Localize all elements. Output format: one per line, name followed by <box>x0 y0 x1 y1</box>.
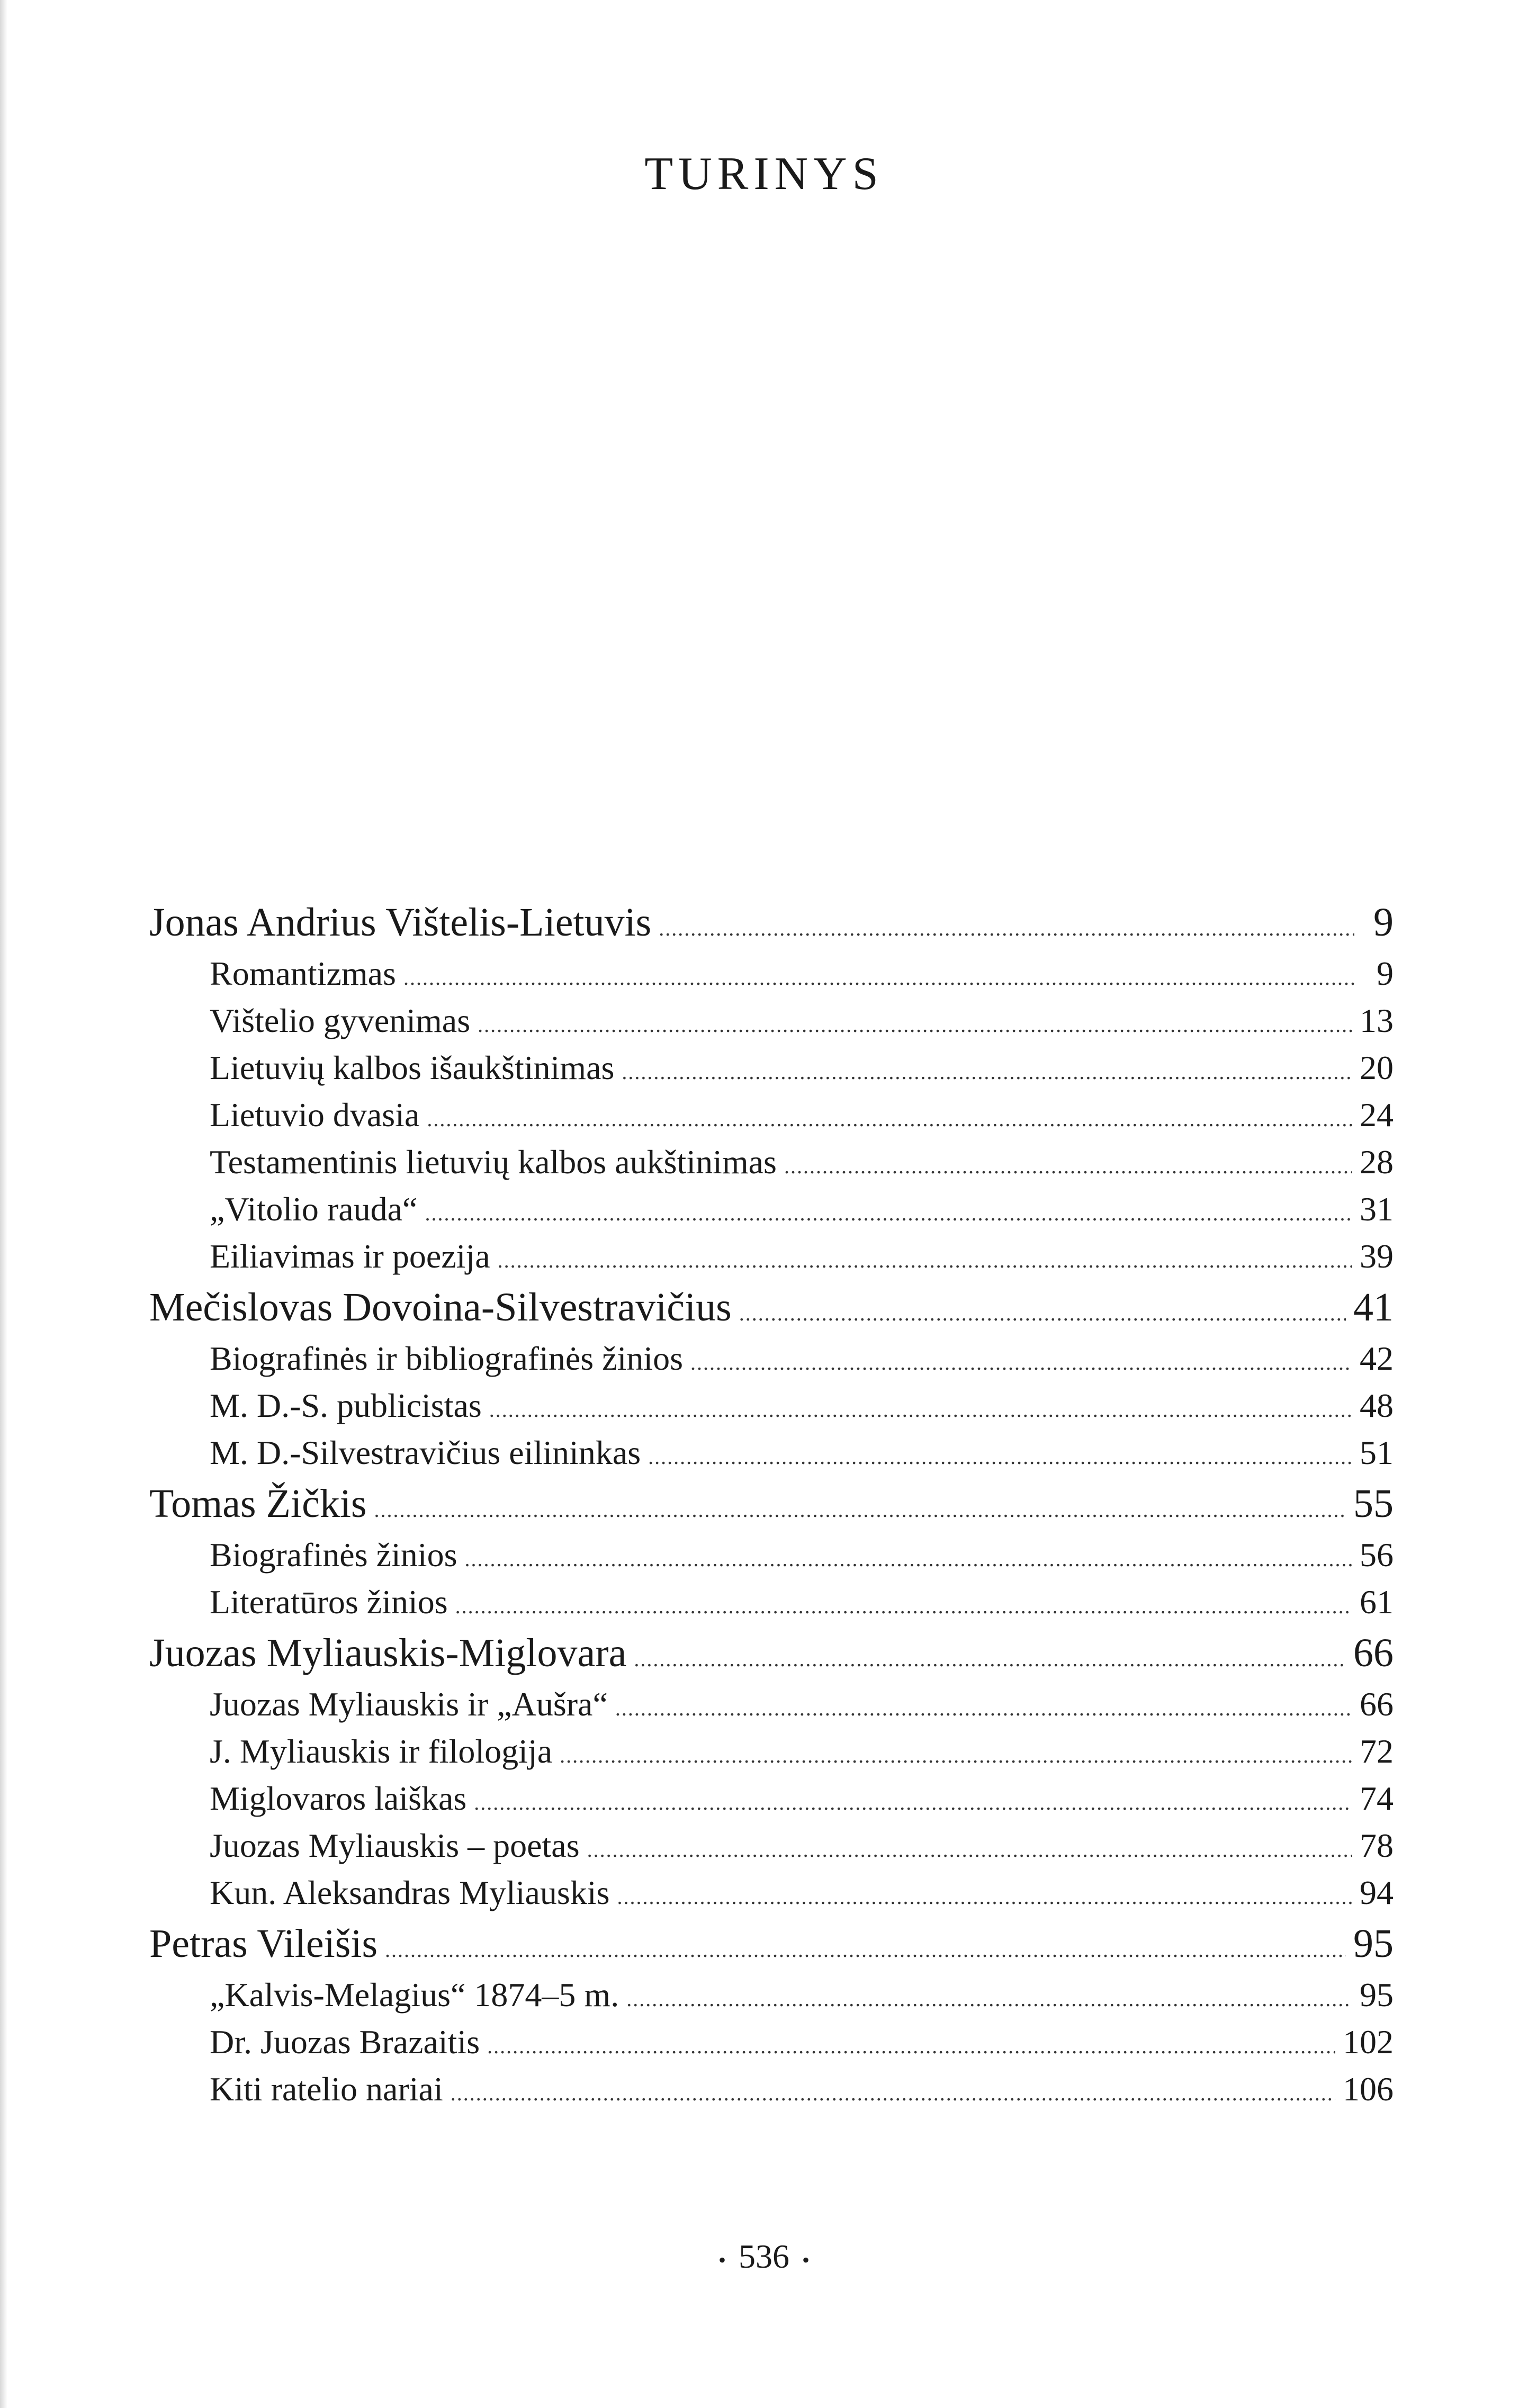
toc-entry-title: Petras Vileišis <box>149 1921 378 1966</box>
toc-section-entry <box>149 2018 1394 2065</box>
footer-bullet-left: • <box>718 2248 726 2272</box>
dot-leader <box>784 1143 1352 1190</box>
page-number: 536 <box>739 2238 789 2275</box>
toc-section-entry <box>149 1775 1394 1822</box>
toc-entry-page: 61 <box>1360 1583 1394 1621</box>
toc-entry-title: Literatūros žinios <box>210 1583 448 1621</box>
toc-entry-title: Testamentinis lietuvių kalbos aukštinimas <box>210 1143 777 1181</box>
toc-chapter-entry <box>149 1476 1394 1531</box>
toc-entry-page: 95 <box>1360 1976 1394 2014</box>
dot-leader <box>385 1922 1346 1978</box>
dot-leader <box>427 1095 1352 1143</box>
toc-chapter-entry <box>149 1916 1394 1971</box>
toc-section-entry <box>149 1822 1394 1869</box>
toc-entry-page: 74 <box>1360 1780 1394 1817</box>
toc-entry-title: Vištelio gyvenimas <box>210 1002 471 1039</box>
dot-leader <box>587 1826 1352 1873</box>
toc-entry-title: Kiti ratelio nariai <box>210 2070 443 2108</box>
dot-leader <box>474 1779 1352 1826</box>
dot-leader <box>464 1535 1352 1583</box>
toc-section-entry <box>149 1681 1394 1728</box>
toc-entry-page: 9 <box>1373 900 1394 945</box>
toc-entry-page: 39 <box>1360 1237 1394 1275</box>
toc-entry-title: Mečislovas Dovoina-Silvestravičius <box>149 1285 732 1329</box>
toc-entry-title: J. Myliauskis ir filologija <box>210 1732 553 1770</box>
toc-entry-page: 41 <box>1353 1285 1394 1329</box>
toc-entry-page: 48 <box>1360 1387 1394 1424</box>
toc-entry-page: 56 <box>1360 1536 1394 1574</box>
toc-entry-title: Biografinės ir bibliografinės žinios <box>210 1340 684 1377</box>
table-of-contents <box>149 895 1394 2113</box>
toc-entry-page: 66 <box>1360 1685 1394 1723</box>
toc-section-entry <box>149 1233 1394 1280</box>
toc-section-entry <box>149 1578 1394 1625</box>
toc-entry-title: M. D.-S. publicistas <box>210 1387 482 1424</box>
toc-entry-title: „Kalvis-Melagius“ 1874–5 m. <box>210 1976 619 2014</box>
toc-entry-title: M. D.-Silvestravičius eilininkas <box>210 1434 641 1471</box>
toc-entry-page: 13 <box>1360 1002 1394 1039</box>
dot-leader <box>489 1386 1352 1433</box>
toc-section-entry <box>149 1044 1394 1091</box>
toc-entry-title: Dr. Juozas Brazaitis <box>210 2023 480 2061</box>
toc-entry-page: 78 <box>1360 1827 1394 1864</box>
toc-section-entry <box>149 1971 1394 2018</box>
toc-entry-title: Miglovaros laiškas <box>210 1780 467 1817</box>
toc-chapter-entry <box>149 895 1394 950</box>
toc-section-entry <box>149 997 1394 1044</box>
page-number-footer <box>0 2237 1528 2276</box>
dot-leader <box>498 1237 1352 1284</box>
toc-entry-page: 95 <box>1353 1921 1394 1966</box>
toc-entry-page: 51 <box>1360 1434 1394 1471</box>
toc-entry-page: 24 <box>1360 1096 1394 1134</box>
toc-entry-title: Tomas Žičkis <box>149 1481 367 1526</box>
toc-entry-page: 72 <box>1360 1732 1394 1770</box>
toc-section-entry <box>149 1869 1394 1916</box>
dot-leader <box>374 1482 1346 1538</box>
page-edge-shadow <box>0 0 7 2408</box>
toc-entry-page: 66 <box>1353 1631 1394 1675</box>
toc-chapter-entry <box>149 1280 1394 1335</box>
dot-leader <box>659 901 1354 956</box>
toc-entry-title: Eiliavimas ir poezija <box>210 1237 490 1275</box>
dot-leader <box>560 1732 1352 1779</box>
dot-leader <box>455 1583 1352 1630</box>
toc-section-entry <box>149 1429 1394 1476</box>
toc-entry-title: Jonas Andrius Vištelis-Lietuvis <box>149 900 652 945</box>
dot-leader <box>626 1975 1352 2023</box>
toc-entry-page: 20 <box>1360 1049 1394 1086</box>
toc-entry-page: 28 <box>1360 1143 1394 1181</box>
toc-entry-page: 94 <box>1360 1874 1394 1911</box>
dot-leader <box>690 1339 1352 1386</box>
toc-section-entry <box>149 2065 1394 2113</box>
dot-leader <box>617 1873 1353 1920</box>
toc-entry-title: Juozas Myliauskis – poetas <box>210 1827 580 1864</box>
dot-leader <box>739 1286 1346 1341</box>
toc-section-entry <box>149 1335 1394 1382</box>
toc-entry-page: 9 <box>1377 955 1394 992</box>
dot-leader <box>451 2070 1335 2117</box>
dot-leader <box>634 1632 1346 1687</box>
footer-bullet-right: • <box>802 2248 810 2272</box>
toc-section-entry <box>149 1382 1394 1429</box>
toc-section-entry <box>149 1091 1394 1138</box>
dot-leader <box>487 2023 1335 2070</box>
toc-section-entry <box>149 1531 1394 1578</box>
toc-entry-page: 102 <box>1343 2023 1394 2061</box>
page-title: TURINYS <box>644 148 884 200</box>
toc-entry-title: Biografinės žinios <box>210 1536 457 1574</box>
toc-entry-title: Kun. Aleksandras Myliauskis <box>210 1874 610 1911</box>
toc-section-entry <box>149 950 1394 997</box>
toc-entry-title: Juozas Myliauskis-Miglovara <box>149 1631 627 1675</box>
toc-entry-page: 31 <box>1360 1190 1394 1228</box>
dot-leader <box>403 954 1354 1001</box>
toc-entry-page: 55 <box>1353 1481 1394 1526</box>
toc-entry-page: 42 <box>1360 1340 1394 1377</box>
toc-chapter-entry <box>149 1625 1394 1681</box>
dot-leader <box>648 1433 1352 1480</box>
toc-section-entry <box>149 1138 1394 1185</box>
toc-section-entry <box>149 1728 1394 1775</box>
toc-entry-title: Lietuvių kalbos išaukštinimas <box>210 1049 615 1086</box>
toc-entry-title: Juozas Myliauskis ir „Aušra“ <box>210 1685 608 1723</box>
dot-leader <box>622 1048 1352 1095</box>
toc-entry-title: „Vitolio rauda“ <box>210 1190 418 1228</box>
toc-entry-page: 106 <box>1343 2070 1394 2108</box>
dot-leader <box>425 1190 1352 1237</box>
toc-entry-title: Lietuvio dvasia <box>210 1096 420 1134</box>
dot-leader <box>615 1685 1352 1732</box>
toc-entry-title: Romantizmas <box>210 955 396 992</box>
dot-leader <box>478 1001 1352 1048</box>
toc-section-entry <box>149 1185 1394 1233</box>
